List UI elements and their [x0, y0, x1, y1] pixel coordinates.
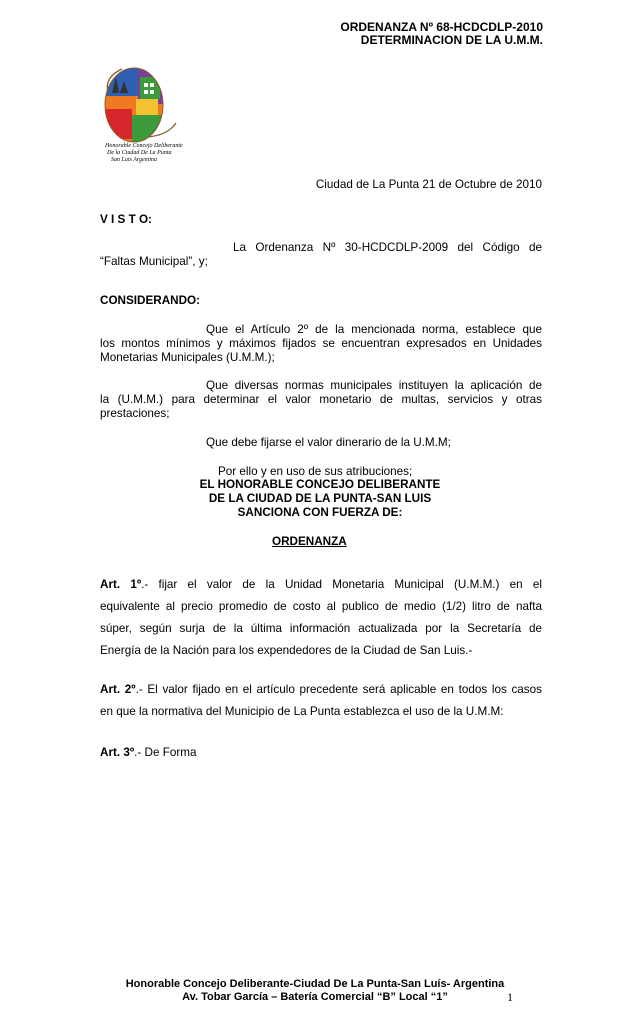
concejo-line: SANCIONA CON FUERZA DE: — [237, 506, 403, 519]
article-3-label: Art. 3º — [100, 746, 135, 759]
logo-caption-line: De la Ciudad De La Punta — [107, 150, 172, 156]
article-2-line — [100, 679, 542, 701]
article-1-line: equivalente al precio promedio de costo al publico de medio (1/2) litro de nafta — [100, 600, 542, 613]
ordenanza-title: ORDENANZA — [272, 535, 347, 548]
article-3-text: .- De Forma — [134, 746, 197, 759]
page-number: 1 — [507, 990, 513, 1004]
article-1-line: súper, según surja de la última información actualizada por la Secretaría de — [100, 622, 542, 635]
council-logo — [98, 63, 188, 145]
document-code: ORDENANZA Nº 68-HCDCDLP-2010 — [340, 20, 543, 34]
visto-text-line: La Ordenanza Nº 30-HCDCDLP-2009 del Código de — [233, 241, 542, 254]
article-1-label: Art. 1º — [100, 578, 142, 591]
considerando-p3: Que debe fijarse el valor dinerario de la U.M.M; — [206, 436, 451, 449]
considerando-p1-line: Que el Artículo 2º de la mencionada norma, establece que — [206, 323, 542, 336]
article-2-label: Art. 2º — [100, 683, 136, 696]
date-line: Ciudad de La Punta 21 de Octubre de 2010 — [315, 178, 542, 191]
footer-line: Honorable Concejo Deliberante-Ciudad De La Punta-San Luís- Argentina — [125, 978, 505, 990]
article-3-line — [100, 742, 542, 764]
visto-heading: V I S T O: — [100, 213, 152, 226]
concejo-line: EL HONORABLE CONCEJO DELIBERANTE — [199, 478, 441, 491]
considerando-p1-line: Monetarias Municipales (U.M.M.); — [100, 351, 275, 364]
article-1-line: Energía de la Nación para los expendedores de la Ciudad de San Luis.- — [100, 644, 473, 657]
article-1-line — [100, 574, 542, 596]
egg-emblem-icon — [98, 63, 188, 145]
article-1-text: .- fijar el valor de la Unidad Monetaria Municipal (U.M.M.) en el — [141, 578, 542, 591]
considerando-p2-line: la (U.M.M.) para determinar el valor monetario de multas, servicios y otras — [100, 393, 542, 406]
document-subject: DETERMINACION DE LA U.M.M. — [360, 33, 543, 47]
considerando-heading: CONSIDERANDO: — [100, 294, 200, 307]
footer-line: Av. Tobar García – Batería Comercial “B” Local “1” — [182, 991, 448, 1003]
visto-text-line: “Faltas Municipal”, y; — [100, 255, 208, 268]
considerando-p2-line: Que diversas normas municipales instituyen la aplicación de — [206, 379, 542, 392]
article-2-text: .- El valor fijado en el artículo precedente será aplicable en todos los casos — [135, 683, 542, 696]
considerando-p1-line: los montos mínimos y máximos fijados se encuentran expresados en Unidades — [100, 337, 542, 350]
concejo-line: DE LA CIUDAD DE LA PUNTA-SAN LUIS — [208, 492, 432, 505]
article-2-line: en que la normativa del Municipio de La Punta establezca el uso de la U.M.M: — [100, 705, 504, 718]
logo-caption-line: Honorable Concejo Deliberante — [105, 143, 183, 149]
por-ello-line: Por ello y en uso de sus atribuciones; — [218, 465, 413, 478]
considerando-p2-line: prestaciones; — [100, 407, 170, 420]
logo-caption-line: San Luis Argentina — [111, 157, 158, 163]
logo-caption — [105, 143, 195, 164]
